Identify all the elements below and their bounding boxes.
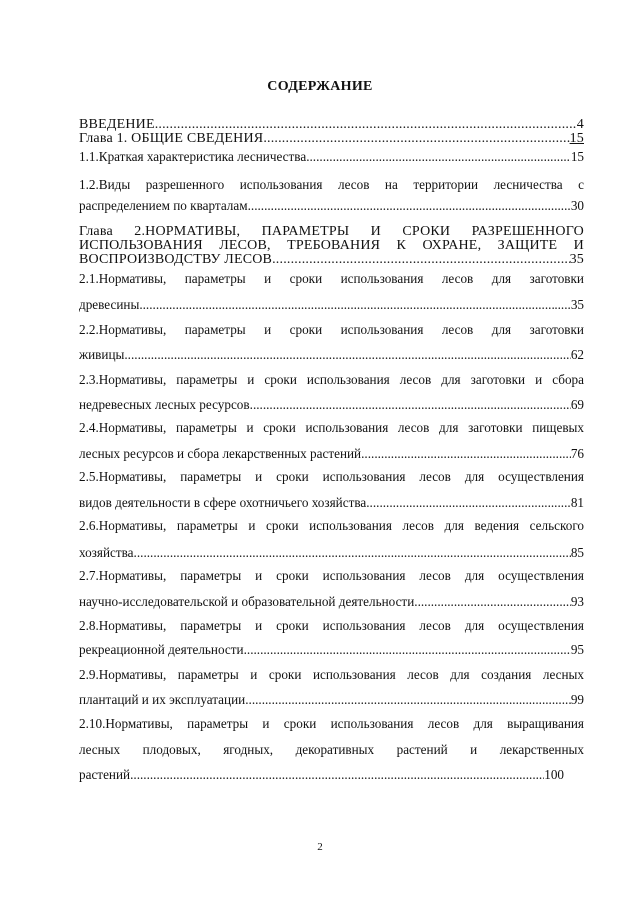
toc-entry-2-8-line1[interactable]: 2.8.Нормативы, параметры и сроки использования лесов для осуществления xyxy=(79,618,584,633)
toc-entry-2-3-line2[interactable]: недревесных лесных ресурсов ..... 69 xyxy=(79,397,584,413)
toc-entry-1-2-line1[interactable]: 1.2.Виды разрешенного использования лесов на территории лесничества с xyxy=(79,177,584,192)
toc-entry-2-2-line2[interactable]: живицы ..... 62 xyxy=(79,347,584,363)
toc-entry-chapter-2-line3[interactable]: ВОСПРОИЗВОДСТВУ ЛЕСОВ ..... 35 xyxy=(79,252,584,268)
toc-entry-introduction[interactable]: ВВЕДЕНИЕ ..... 4 xyxy=(79,117,584,133)
toc-entry-2-10-line1[interactable]: 2.10.Нормативы, параметры и сроки использования лесов для выращивания xyxy=(79,716,584,731)
toc-entry-2-5-line2[interactable]: видов деятельности в сфере охотничьего хозяйства ..... 81 xyxy=(79,495,584,511)
toc-entry-chapter-2-line2[interactable]: ИСПОЛЬЗОВАНИЯ ЛЕСОВ, ТРЕБОВАНИЯ К ОХРАНЕ, ЗАЩИТЕ И xyxy=(79,238,584,253)
toc-entry-2-9-line2[interactable]: плантаций и их эксплуатации ..... 99 xyxy=(79,692,584,708)
toc-entry-chapter-1[interactable]: Глава 1. ОБЩИЕ СВЕДЕНИЯ ..... 15 xyxy=(79,131,584,147)
toc-entry-2-8-line2[interactable]: рекреационной деятельности ..... 95 xyxy=(79,642,584,658)
toc-entry-2-6-line1[interactable]: 2.6.Нормативы, параметры и сроки использования лесов для ведения сельского xyxy=(79,518,584,533)
toc-entry-2-5-line1[interactable]: 2.5.Нормативы, параметры и сроки использования лесов для осуществления xyxy=(79,469,584,484)
toc-entry-2-2-line1[interactable]: 2.2.Нормативы, параметры и сроки использования лесов для заготовки xyxy=(79,322,584,337)
toc-entry-2-10-line3[interactable]: растений ..... 100 xyxy=(79,767,564,783)
toc-entry-2-7-line2[interactable]: научно-исследовательской и образовательной деятельности ..... 93 xyxy=(79,594,584,610)
toc-heading: СОДЕРЖАНИЕ xyxy=(267,79,373,94)
toc-entry-chapter-2-line1[interactable]: Глава 2.НОРМАТИВЫ, ПАРАМЕТРЫ И СРОКИ РАЗРЕШЕННОГО xyxy=(79,224,584,239)
toc-entry-2-9-line1[interactable]: 2.9.Нормативы, параметры и сроки использования лесов для создания лесных xyxy=(79,667,584,682)
toc-entry-2-4-line2[interactable]: лесных ресурсов и сбора лекарственных растений ..... 76 xyxy=(79,446,584,462)
toc-entry-2-1-line1[interactable]: 2.1.Нормативы, параметры и сроки использования лесов для заготовки xyxy=(79,271,584,286)
toc-entry-2-10-line2[interactable]: лесных плодовых, ягодных, декоративных растений и лекарственных xyxy=(79,742,584,757)
page-number: 2 xyxy=(317,841,323,853)
toc-entry-1-1[interactable]: 1.1.Краткая характеристика лесничества ..... 15 xyxy=(79,149,584,165)
toc-entry-1-2-line2[interactable]: распределением по кварталам ..... 30 xyxy=(79,198,584,214)
toc-entry-2-4-line1[interactable]: 2.4.Нормативы, параметры и сроки использования лесов для заготовки пищевых xyxy=(79,420,584,435)
toc-entry-2-3-line1[interactable]: 2.3.Нормативы, параметры и сроки использования лесов для заготовки и сбора xyxy=(79,372,584,387)
toc-entry-2-7-line1[interactable]: 2.7.Нормативы, параметры и сроки использования лесов для осуществления xyxy=(79,568,584,583)
toc-entry-2-6-line2[interactable]: хозяйства ..... 85 xyxy=(79,545,584,561)
toc-entry-2-1-line2[interactable]: древесины ..... .....35 xyxy=(79,297,584,313)
